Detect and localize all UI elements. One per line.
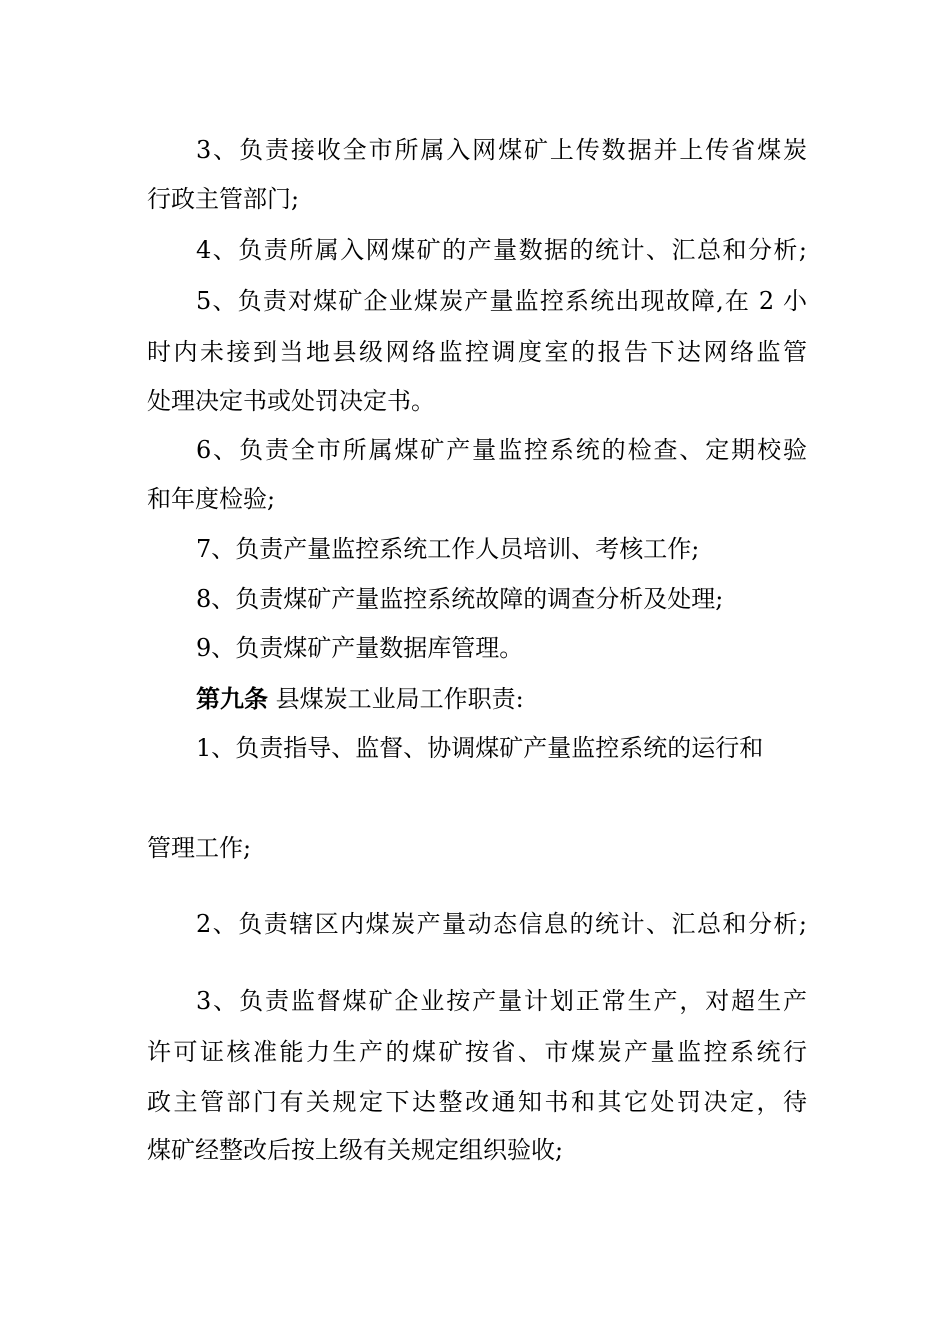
text-line: 4、负责所属入网煤矿的产量数据的统计、汇总和分析; [196,236,807,264]
text-line: 管理工作; [147,834,252,862]
text-line: 3、负责接收全市所属入网煤矿上传数据并上传省煤炭 [196,136,807,164]
text-line: 煤矿经整改后按上级有关规定组织验收; [147,1136,564,1164]
article-text: 县煤炭工业局工作职责: [275,685,524,713]
text-line: 5、负责对煤矿企业煤炭产量监控系统出现故障,在 2 小 [196,287,807,315]
text-line: 时内未接到当地县级网络监控调度室的报告下达网络监管 [147,338,807,366]
article-line [196,682,807,716]
text-line: 处理决定书或处罚决定书。 [147,387,435,415]
text-line: 1、负责指导、监督、协调煤矿产量监控系统的运行和 [196,734,764,762]
article-heading: 第九条 [196,684,268,713]
text-line: 2、负责辖区内煤炭产量动态信息的统计、汇总和分析; [196,910,807,938]
text-line: 3、负责监督煤矿企业按产量计划正常生产，对超生产 [196,987,807,1015]
text-line: 政主管部门有关规定下达整改通知书和其它处罚决定，待 [147,1088,807,1116]
text-line: 许可证核准能力生产的煤矿按省、市煤炭产量监控系统行 [147,1038,807,1066]
text-line: 行政主管部门; [147,185,300,213]
text-line: 8、负责煤矿产量监控系统故障的调查分析及处理; [196,585,724,613]
text-line: 6、负责全市所属煤矿产量监控系统的检查、定期校验 [196,436,807,464]
text-line: 7、负责产量监控系统工作人员培训、考核工作; [196,535,700,563]
text-line: 9、负责煤矿产量数据库管理。 [196,634,524,662]
text-line: 和年度检验; [147,485,276,513]
